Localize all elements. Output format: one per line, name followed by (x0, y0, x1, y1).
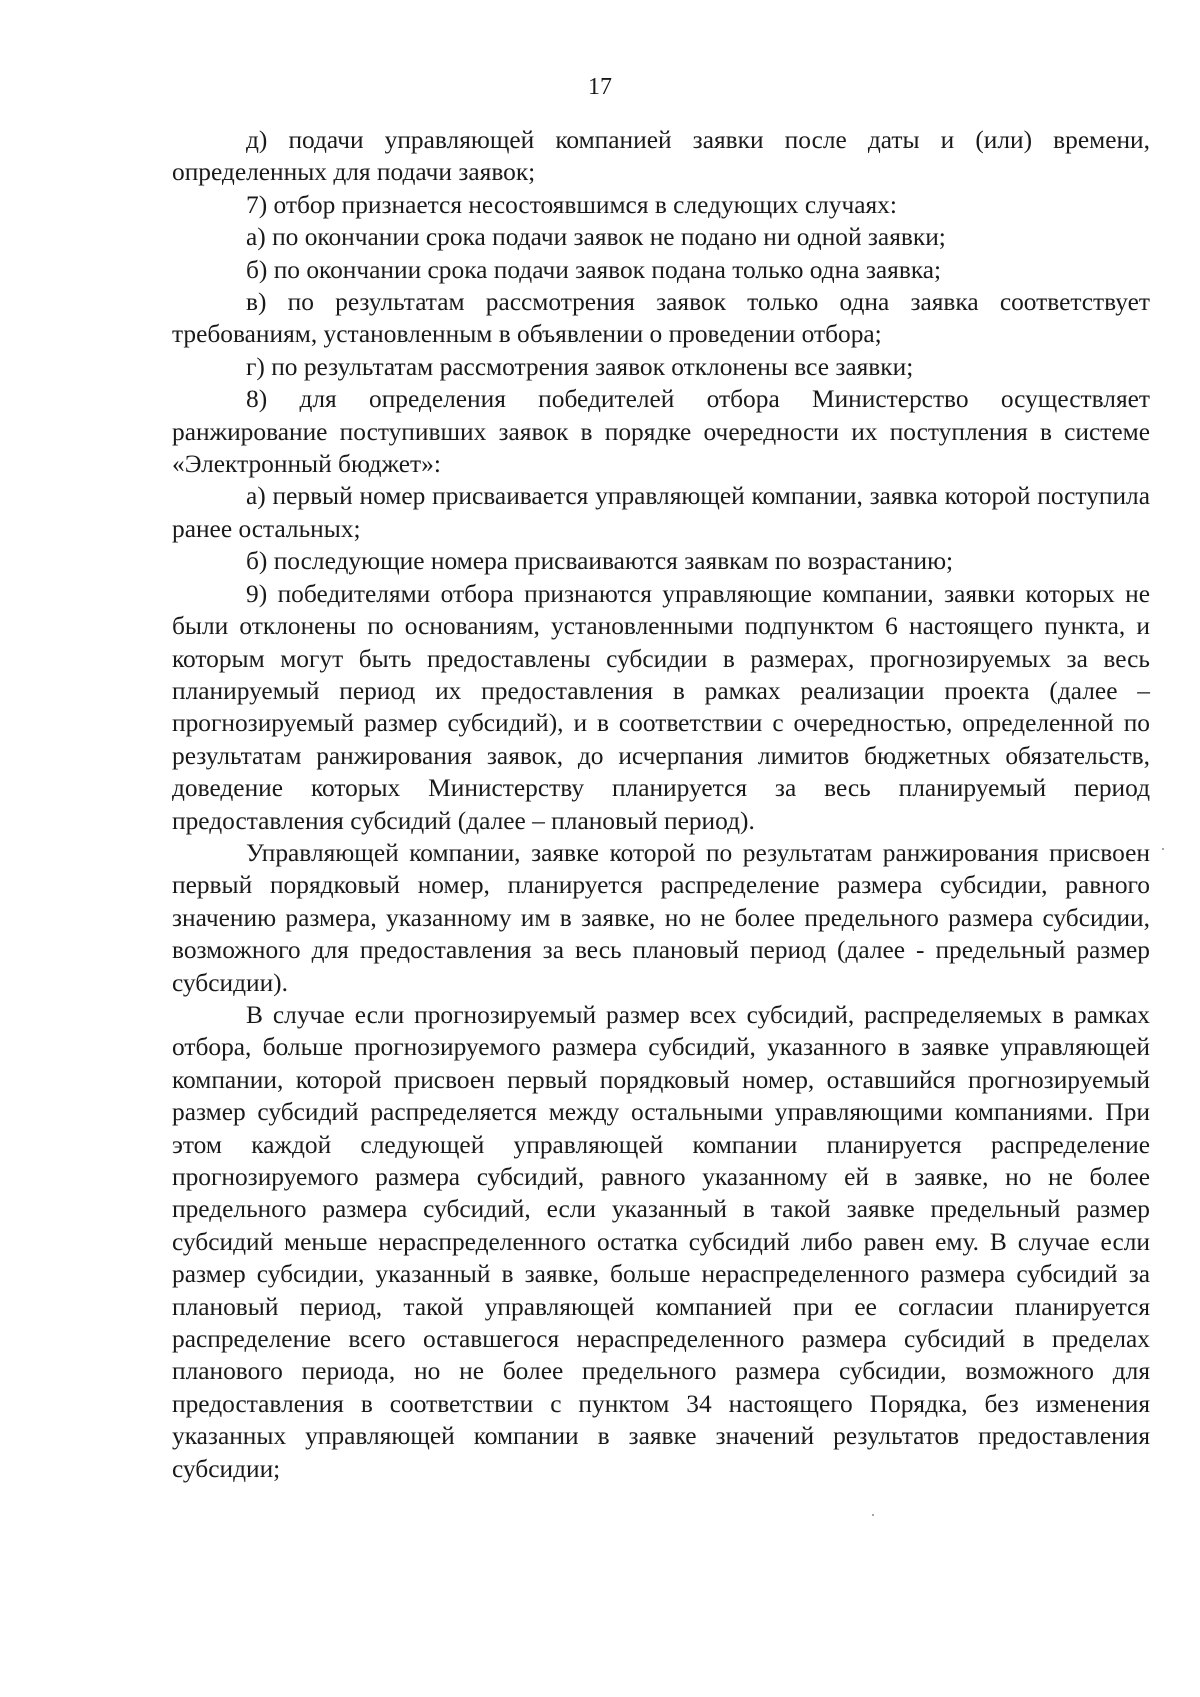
paragraph-distribution: В случае если прогнозируемый размер всех субсидий, распределяемых в рамках отбора, больше прогнозируемого размера субсидий, указанного в заявке управляющей компании, которой присвоен первый порядковый номер, оставшийся прогнозируемый размер субсидий распределяется между остальными управляющими компаниями. При этом каждой следующей управляющей компании планируется распределение прогнозируемого размера субсидий, равного указанному ей в заявке, но не более предельного размера субсидий, если указанный в такой заявке предельный размер субсидий меньше нераспределенного остатка субсидий либо равен ему. В случае если размер субсидии, указанный в заявке, больше нераспределенного размера субсидий за плановый период, такой управляющей компанией при ее согласии планируется распределение всего оставшегося нераспределенного размера субсидий в пределах планового периода, но не более предельного размера субсидии, возможного для предоставления в соответствии с пунктом 34 настоящего Порядка, без изменения указанных управляющей компании в заявке значений результатов предоставления субсидии; (172, 1000, 1150, 1483)
paragraph-item-7b: б) по окончании срока подачи заявок подана только одна заявка; (246, 255, 942, 284)
paragraph-item-9: 9) победителями отбора признаются управляющие компании, заявки которых не были отклонены по основаниям, установленными подпунктом 6 настоящего пункта, и которым могут быть предоставлены субсидии в размерах, прогнозируемых за весь планируемый период их предоставления в рамках реализации проекта (далее – прогнозируемый размер субсидий), и в соответствии с очередностью, определенной по результатам ранжирования заявок, до исчерпания лимитов бюджетных обязательств, доведение которых Министерству планируется за весь планируемый период предоставления субсидий (далее – плановый период). (172, 579, 1150, 835)
paragraph-item-7: 7) отбор признается несостоявшимся в следующих случаях: (246, 190, 897, 219)
paragraph-first-rank: Управляющей компании, заявке которой по результатам ранжирования присвоен первый порядковый номер, планируется распределение размера субсидии, равного значению размера, указанному им в заявке, но не более предельного размера субсидии, возможного для предоставления за весь плановый период (далее - предельный размер субсидии). (172, 838, 1150, 997)
paragraph-item-7v: в) по результатам рассмотрения заявок только одна заявка соответствует требованиям, установленным в объявлении о проведении отбора; (172, 288, 1150, 349)
scan-speck (1162, 848, 1164, 850)
paragraph-item-7a: а) по окончании срока подачи заявок не подано ни одной заявки; (246, 223, 946, 252)
paragraph-item-8a: а) первый номер присваивается управляющей компании, заявка которой поступила ранее остальных; (172, 482, 1150, 543)
paragraph-item-d: д) подачи управляющей компанией заявки после даты и (или) времени, определенных для подачи заявок; (172, 126, 1150, 187)
document-body (172, 124, 1150, 1485)
paragraph-item-8: 8) для определения победителей отбора Министерство осуществляет ранжирование поступивших заявок в порядке очередности их поступления в системе «Электронный бюджет»: (172, 385, 1150, 479)
paragraph-item-8b: б) последующие номера присваиваются заявкам по возрастанию; (246, 547, 954, 576)
paragraph-item-7g: г) по результатам рассмотрения заявок отклонены все заявки; (246, 352, 914, 381)
scan-speck (872, 1514, 874, 1516)
page-number: 17 (588, 74, 612, 100)
